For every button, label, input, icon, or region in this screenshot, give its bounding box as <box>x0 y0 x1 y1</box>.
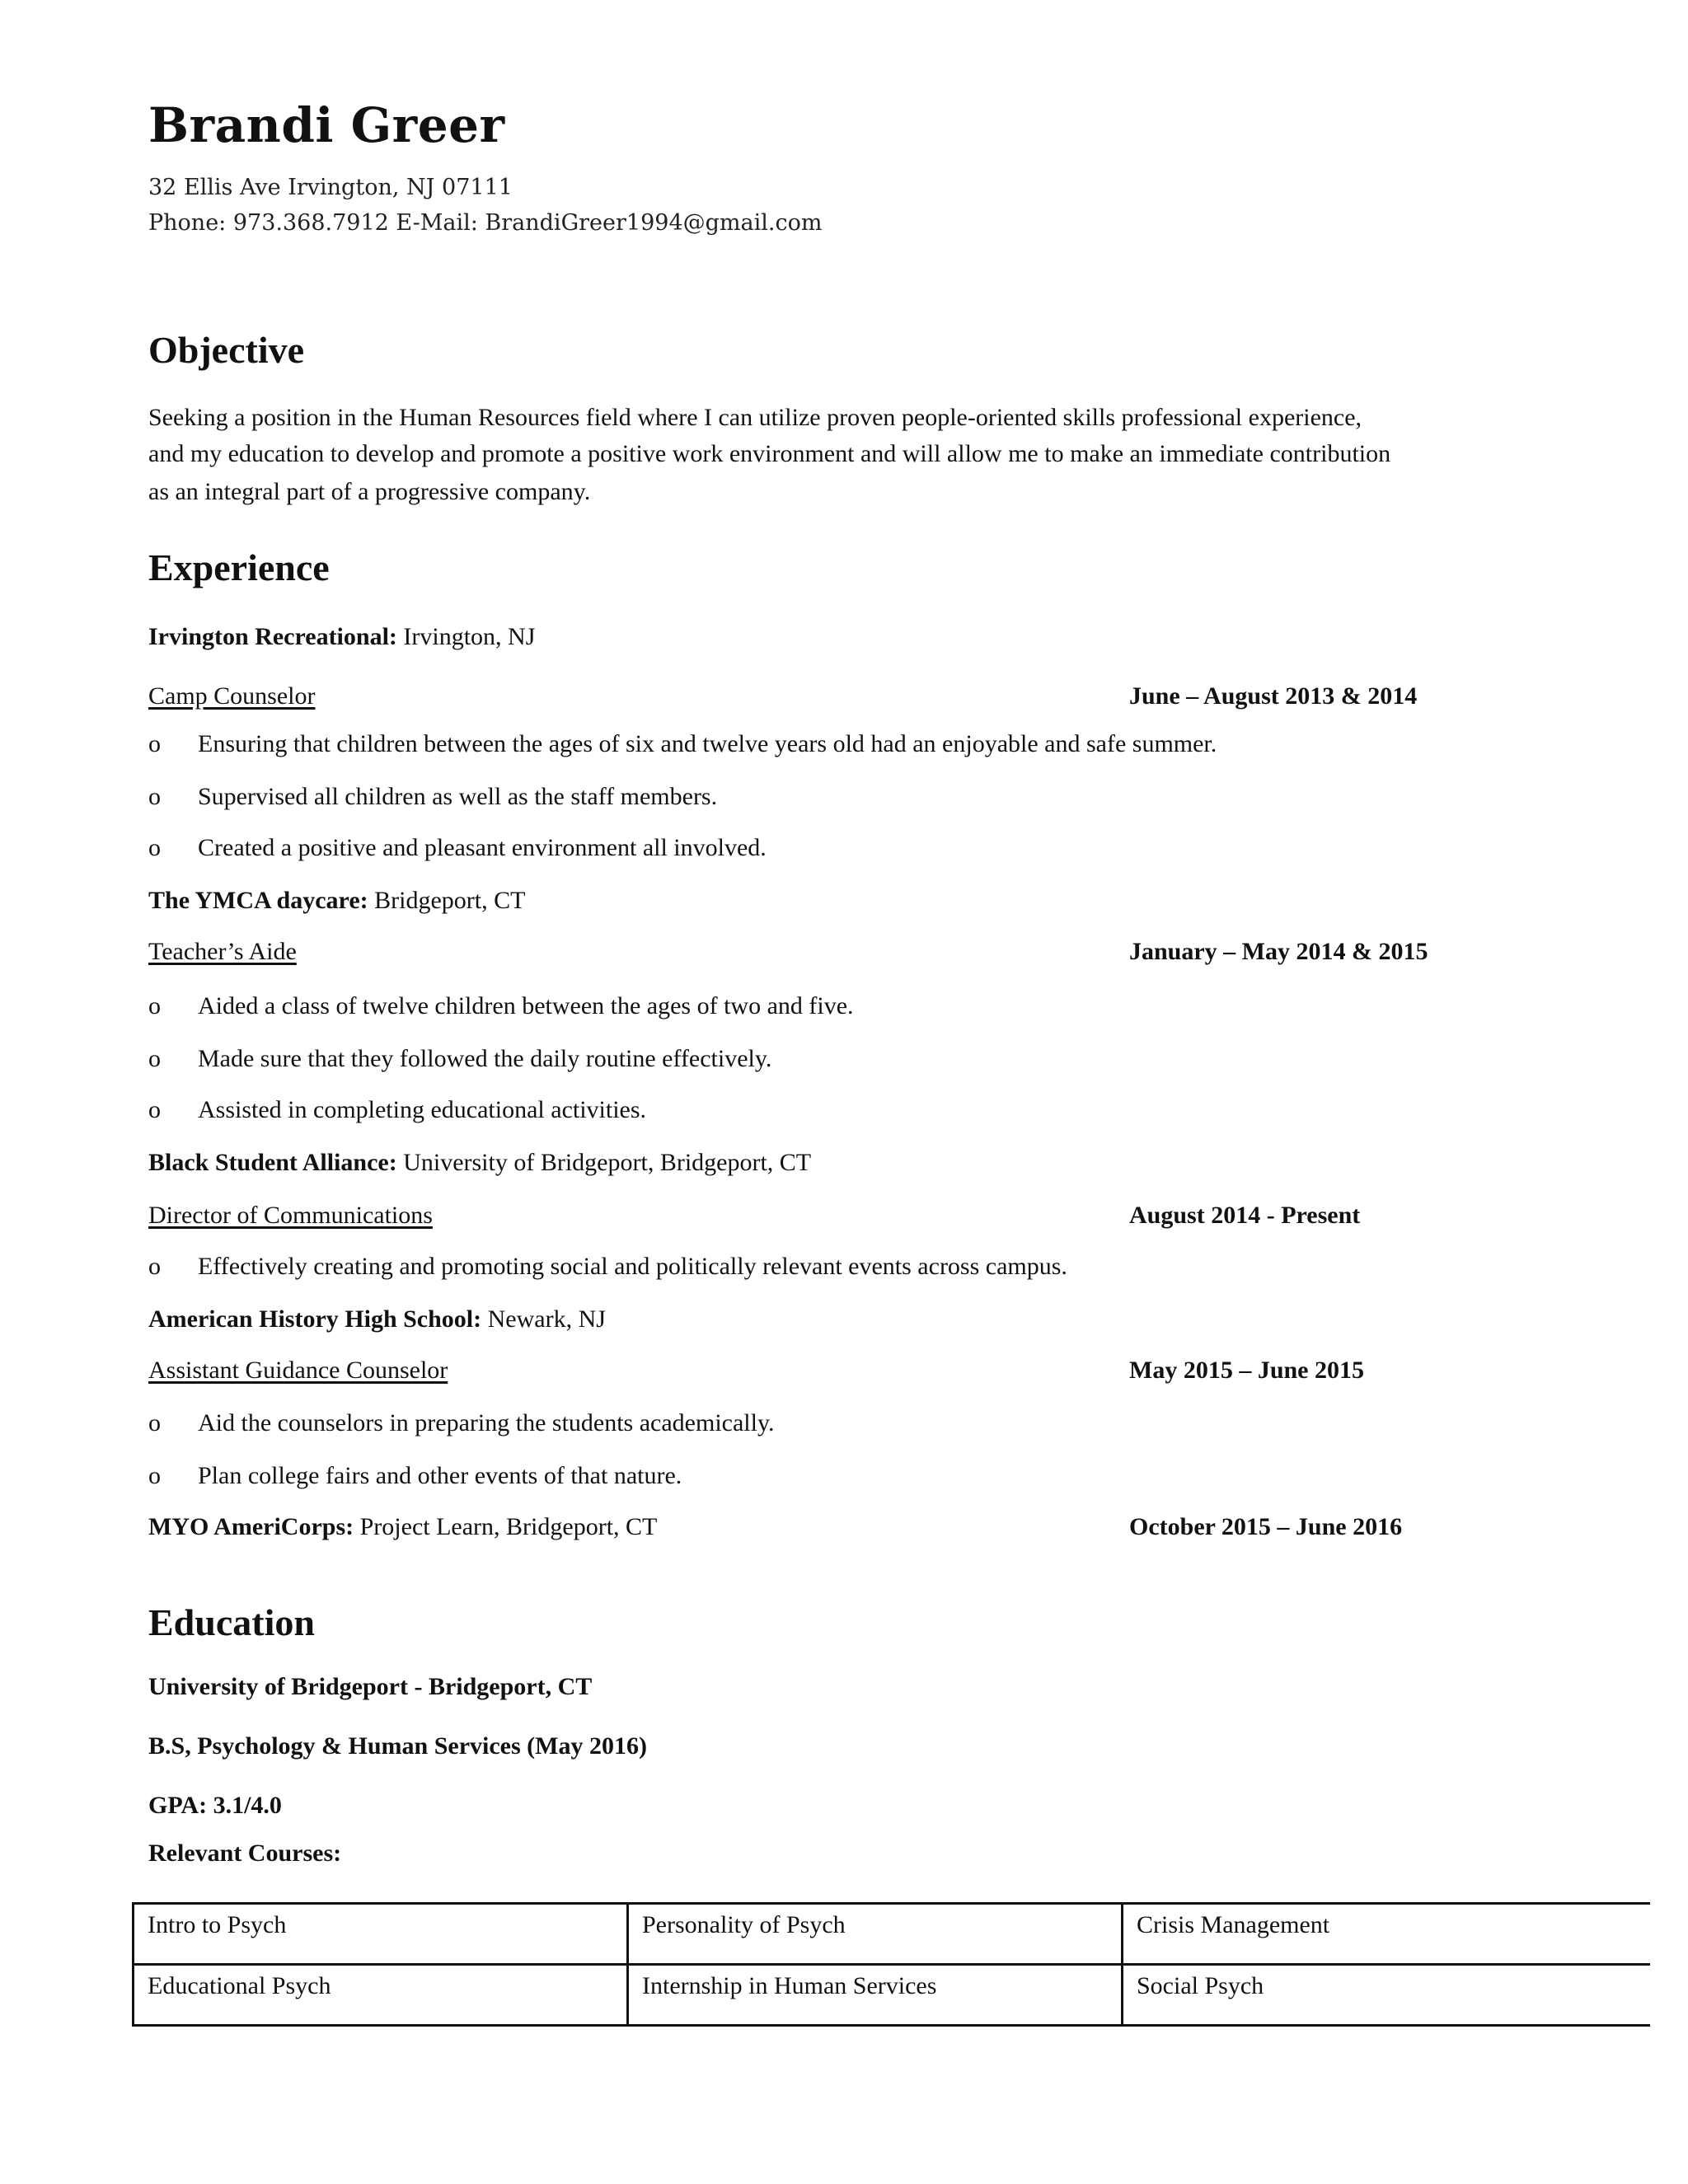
job-location: Bridgeport, CT <box>368 887 526 914</box>
course-cell: Intro to Psych <box>134 1904 628 1965</box>
bullet-icon: o <box>148 783 161 810</box>
experience-heading: Experience <box>148 546 330 588</box>
job-role: Camp Counselor <box>148 682 316 710</box>
bullet-icon: o <box>148 1409 161 1436</box>
bullet-icon: o <box>148 1253 161 1280</box>
job-role: Assistant Guidance Counselor <box>148 1357 448 1384</box>
courses-label: Relevant Courses: <box>148 1840 342 1867</box>
job-org <box>148 1305 606 1333</box>
job-dates: May 2015 – June 2015 <box>1129 1357 1364 1384</box>
job-org-name: MYO AmeriCorps: <box>148 1513 354 1540</box>
candidate-name: Brandi Greer <box>148 97 505 153</box>
job-org-name: The YMCA daycare: <box>148 887 368 914</box>
objective-line: and my education to develop and promote a positive work environment and will allow me to make an immediate contribution <box>148 440 1391 467</box>
course-cell: Crisis Management <box>1123 1904 1650 1965</box>
job-bullet: Aided a class of twelve children between the ages of two and five. <box>198 992 854 1019</box>
job-bullet: Aid the counselors in preparing the students academically. <box>198 1409 775 1436</box>
job-bullet: Assisted in completing educational activities. <box>198 1096 647 1123</box>
job-org <box>148 623 535 651</box>
address: 32 Ellis Ave Irvington, NJ 07111 <box>148 175 513 200</box>
job-location: Irvington, NJ <box>396 623 536 650</box>
job-org-name: American History High School: <box>148 1305 482 1333</box>
job-location: Project Learn, Bridgeport, CT <box>354 1513 658 1540</box>
bullet-icon: o <box>148 1462 161 1489</box>
school: University of Bridgeport - Bridgeport, CT <box>148 1673 593 1700</box>
job-dates: June – August 2013 & 2014 <box>1129 682 1418 710</box>
job-org <box>148 887 525 915</box>
job-dates: October 2015 – June 2016 <box>1129 1513 1403 1540</box>
objective-line: as an integral part of a progressive company. <box>148 478 591 505</box>
objective-line: Seeking a position in the Human Resources field where I can utilize proven people-oriented skills professional experience, <box>148 404 1362 431</box>
course-cell: Personality of Psych <box>628 1904 1123 1965</box>
job-location: University of Bridgeport, Bridgeport, CT <box>396 1149 812 1176</box>
bullet-icon: o <box>148 730 161 757</box>
table-row <box>134 1904 1650 1965</box>
course-cell: Internship in Human Services <box>628 1965 1123 2026</box>
job-bullet: Plan college fairs and other events of that nature. <box>198 1462 682 1489</box>
courses-table <box>132 1902 1650 2027</box>
job-org-name: Black Student Alliance: <box>148 1149 397 1176</box>
job-bullet: Supervised all children as well as the staff members. <box>198 783 718 810</box>
education-heading: Education <box>148 1601 315 1643</box>
course-cell: Social Psych <box>1123 1965 1650 2026</box>
job-bullet: Made sure that they followed the daily routine effectively. <box>198 1045 772 1072</box>
contact-line: Phone: 973.368.7912 E-Mail: BrandiGreer1994@gmail.com <box>148 210 823 236</box>
bullet-icon: o <box>148 992 161 1019</box>
job-org-name: Irvington Recreational: <box>148 623 397 650</box>
job-org <box>148 1149 811 1177</box>
course-cell: Educational Psych <box>134 1965 628 2026</box>
bullet-icon: o <box>148 1096 161 1123</box>
job-dates: August 2014 - Present <box>1129 1202 1361 1229</box>
bullet-icon: o <box>148 1045 161 1072</box>
job-bullet: Effectively creating and promoting social and politically relevant events across campus. <box>198 1253 1067 1280</box>
job-org <box>148 1513 657 1541</box>
job-bullet: Created a positive and pleasant environment all involved. <box>198 834 767 861</box>
objective-heading: Objective <box>148 329 305 371</box>
job-role: Teacher’s Aide <box>148 938 297 965</box>
job-dates: January – May 2014 & 2015 <box>1129 938 1428 965</box>
bullet-icon: o <box>148 834 161 861</box>
gpa: GPA: 3.1/4.0 <box>148 1792 282 1819</box>
job-bullet: Ensuring that children between the ages of six and twelve years old had an enjoyable and safe summer. <box>198 730 1217 757</box>
job-location: Newark, NJ <box>481 1305 606 1333</box>
degree: B.S, Psychology & Human Services (May 2016) <box>148 1732 647 1760</box>
table-row <box>134 1965 1650 2026</box>
job-role: Director of Communications <box>148 1202 433 1229</box>
